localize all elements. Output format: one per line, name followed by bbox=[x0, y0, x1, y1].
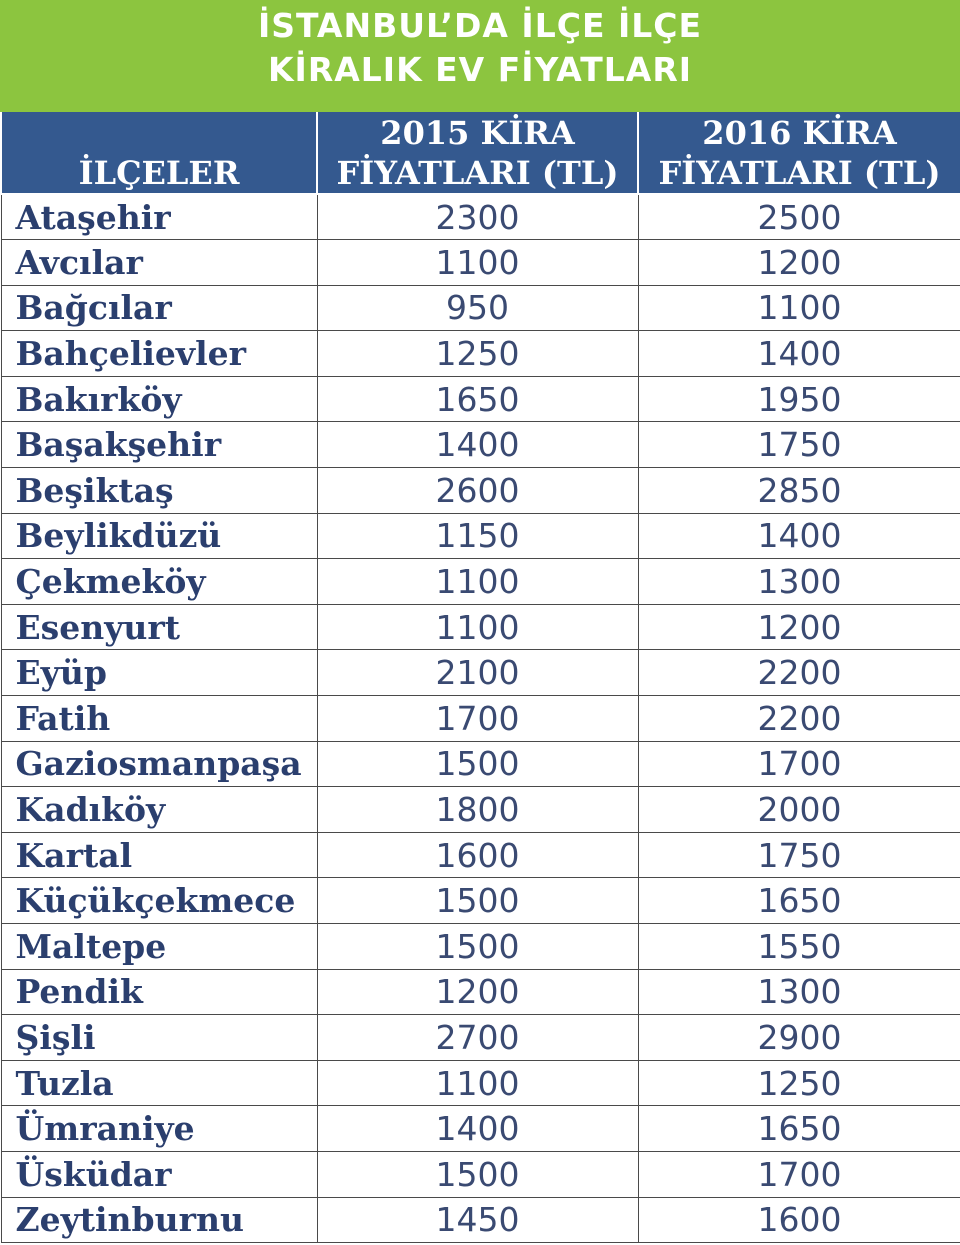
district-cell: Başakşehir bbox=[1, 422, 317, 468]
table-row bbox=[1, 194, 960, 240]
price-2016-cell: 1200 bbox=[638, 604, 960, 650]
table-row bbox=[1, 741, 960, 787]
title-banner bbox=[0, 0, 960, 112]
price-2015-cell: 1100 bbox=[317, 1060, 638, 1106]
district-cell: Eyüp bbox=[1, 650, 317, 696]
price-2016-cell: 1250 bbox=[638, 1060, 960, 1106]
district-cell: Bağcılar bbox=[1, 285, 317, 331]
price-2015-cell: 1500 bbox=[317, 878, 638, 924]
district-cell: Ümraniye bbox=[1, 1106, 317, 1152]
table-row bbox=[1, 331, 960, 377]
price-2016-cell: 1650 bbox=[638, 1106, 960, 1152]
price-2015-cell: 1100 bbox=[317, 559, 638, 605]
district-cell: Esenyurt bbox=[1, 604, 317, 650]
table-row bbox=[1, 513, 960, 559]
price-2016-cell: 2200 bbox=[638, 696, 960, 742]
district-cell: Kadıköy bbox=[1, 787, 317, 833]
table-row bbox=[1, 696, 960, 742]
price-2016-cell: 1600 bbox=[638, 1197, 960, 1243]
price-2015-cell: 2100 bbox=[317, 650, 638, 696]
price-2015-cell: 2300 bbox=[317, 194, 638, 240]
price-2016-cell: 1200 bbox=[638, 240, 960, 286]
table-row bbox=[1, 969, 960, 1015]
price-2015-cell: 1800 bbox=[317, 787, 638, 833]
table-row bbox=[1, 1106, 960, 1152]
price-2016-cell: 1950 bbox=[638, 376, 960, 422]
table-row bbox=[1, 285, 960, 331]
district-cell: Beşiktaş bbox=[1, 468, 317, 514]
price-2015-cell: 1700 bbox=[317, 696, 638, 742]
price-2015-cell: 1500 bbox=[317, 924, 638, 970]
district-cell: Bahçelievler bbox=[1, 331, 317, 377]
district-cell: Kartal bbox=[1, 832, 317, 878]
price-2015-cell: 1500 bbox=[317, 741, 638, 787]
price-2016-cell: 1300 bbox=[638, 969, 960, 1015]
district-cell: Çekmeköy bbox=[1, 559, 317, 605]
district-cell: Avcılar bbox=[1, 240, 317, 286]
price-2016-cell: 1300 bbox=[638, 559, 960, 605]
header-district-label: İLÇELER bbox=[78, 154, 240, 192]
price-2015-cell: 1100 bbox=[317, 240, 638, 286]
table-row bbox=[1, 240, 960, 286]
table-row bbox=[1, 422, 960, 468]
table-row bbox=[1, 924, 960, 970]
price-2016-cell: 2850 bbox=[638, 468, 960, 514]
table-row bbox=[1, 604, 960, 650]
price-2016-cell: 1750 bbox=[638, 422, 960, 468]
district-cell: Ataşehir bbox=[1, 194, 317, 240]
price-2015-cell: 1150 bbox=[317, 513, 638, 559]
title-line-1: İSTANBUL’DA İLÇE İLÇE bbox=[257, 6, 703, 45]
district-cell: Üsküdar bbox=[1, 1151, 317, 1197]
table-row bbox=[1, 878, 960, 924]
header-row bbox=[1, 112, 960, 194]
table-row bbox=[1, 559, 960, 605]
price-2015-cell: 950 bbox=[317, 285, 638, 331]
header-2015-line-2: FİYATLARI (TL) bbox=[336, 154, 619, 192]
price-2015-cell: 1100 bbox=[317, 604, 638, 650]
price-2016-cell: 2200 bbox=[638, 650, 960, 696]
price-2016-cell: 1750 bbox=[638, 832, 960, 878]
table-row bbox=[1, 376, 960, 422]
price-2016-cell: 1550 bbox=[638, 924, 960, 970]
price-2015-cell: 1650 bbox=[317, 376, 638, 422]
table-row bbox=[1, 1060, 960, 1106]
district-cell: Şişli bbox=[1, 1015, 317, 1061]
table-body bbox=[1, 194, 960, 1243]
district-cell: Pendik bbox=[1, 969, 317, 1015]
price-2015-cell: 2600 bbox=[317, 468, 638, 514]
table-row bbox=[1, 1151, 960, 1197]
header-2015-line-1: 2015 KİRA bbox=[380, 114, 575, 152]
price-2015-cell: 2700 bbox=[317, 1015, 638, 1061]
price-2016-cell: 2900 bbox=[638, 1015, 960, 1061]
price-2016-cell: 1400 bbox=[638, 513, 960, 559]
price-2016-cell: 1100 bbox=[638, 285, 960, 331]
district-cell: Bakırköy bbox=[1, 376, 317, 422]
header-2016 bbox=[638, 112, 960, 194]
district-cell: Gaziosmanpaşa bbox=[1, 741, 317, 787]
price-2015-cell: 1450 bbox=[317, 1197, 638, 1243]
district-cell: Beylikdüzü bbox=[1, 513, 317, 559]
district-cell: Zeytinburnu bbox=[1, 1197, 317, 1243]
price-2016-cell: 2000 bbox=[638, 787, 960, 833]
price-2016-cell: 1650 bbox=[638, 878, 960, 924]
header-2016-line-2: FİYATLARI (TL) bbox=[658, 154, 941, 192]
table-row bbox=[1, 1015, 960, 1061]
table-row bbox=[1, 787, 960, 833]
price-2015-cell: 1600 bbox=[317, 832, 638, 878]
table-row bbox=[1, 468, 960, 514]
table-row bbox=[1, 1197, 960, 1243]
district-cell: Fatih bbox=[1, 696, 317, 742]
table-row bbox=[1, 650, 960, 696]
title-line-2: KİRALIK EV FİYATLARI bbox=[267, 50, 693, 89]
price-2015-cell: 1200 bbox=[317, 969, 638, 1015]
price-2016-cell: 1700 bbox=[638, 741, 960, 787]
table-row bbox=[1, 832, 960, 878]
price-2015-cell: 1500 bbox=[317, 1151, 638, 1197]
price-2015-cell: 1400 bbox=[317, 1106, 638, 1152]
price-2016-cell: 1400 bbox=[638, 331, 960, 377]
header-district bbox=[1, 112, 317, 194]
price-2016-cell: 1700 bbox=[638, 1151, 960, 1197]
price-2015-cell: 1400 bbox=[317, 422, 638, 468]
district-cell: Maltepe bbox=[1, 924, 317, 970]
table-header bbox=[1, 112, 960, 194]
price-2015-cell: 1250 bbox=[317, 331, 638, 377]
rent-prices-table bbox=[0, 112, 960, 1243]
district-cell: Küçükçekmece bbox=[1, 878, 317, 924]
district-cell: Tuzla bbox=[1, 1060, 317, 1106]
price-2016-cell: 2500 bbox=[638, 194, 960, 240]
header-2016-line-1: 2016 KİRA bbox=[702, 114, 897, 152]
header-2015 bbox=[317, 112, 638, 194]
